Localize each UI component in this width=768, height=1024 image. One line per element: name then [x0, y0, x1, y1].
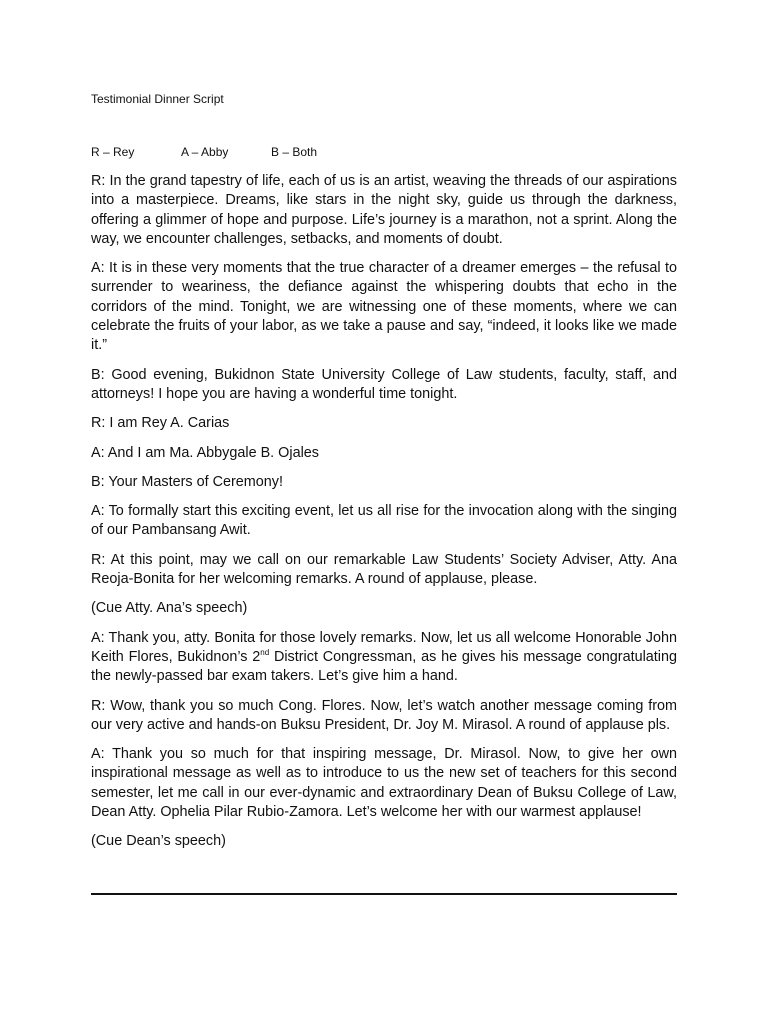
paragraph-10	[91, 629, 677, 687]
paragraph-10-after: District Congressman, as he gives his message congratulating the newly-passed bar exam takers. Let’s give him a hand.	[91, 648, 677, 685]
paragraph-3: B: Good evening, Bukidnon State University College of Law students, faculty, staff, and attorneys! I hope you are having a wonderful time tonight.	[91, 366, 677, 402]
paragraph-8: R: At this point, may we call on our remarkable Law Students’ Society Adviser, Atty. Ana Reoja-Bonita for her welcoming remarks. A round of applause, please.	[91, 551, 677, 588]
legend-both: B – Both	[271, 145, 318, 159]
paragraph-4: R: I am Rey A. Carias	[91, 415, 230, 432]
paragraph-9: (Cue Atty. Ana’s speech)	[91, 600, 248, 617]
ordinal-suffix: nd	[260, 647, 270, 657]
speaker-legend	[91, 145, 317, 159]
legend-abby: A – Abby	[181, 145, 229, 159]
paragraph-11: R: Wow, thank you so much Cong. Flores. Now, let’s watch another message coming from our very active and hands-on Buksu President, Dr. Joy M. Mirasol. A round of applause pls.	[91, 697, 677, 733]
paragraph-5: A: And I am Ma. Abbygale B. Ojales	[91, 444, 319, 461]
document-title: Testimonial Dinner Script	[91, 92, 224, 106]
paragraph-12: A: Thank you so much for that inspiring message, Dr. Mirasol. Now, to give her own inspirational message as well as to introduce to us the new set of teachers for this second semester, let me call in our ever-dynamic and extraordinary Dean of Buksu College of Law, Dean Atty. Ophelia Pilar Rubio-Zamora. Let’s welcome her with our warmest applause!	[91, 746, 677, 821]
paragraph-1: R: In the grand tapestry of life, each of us is an artist, weaving the threads of our aspirations into a masterpiece. Dreams, like stars in the night sky, guide us through the darkness, offering a glimmer of hope and purpose. Life’s journey is a marathon, not a sprint. Along the way, we encounter challenges, setbacks, and moments of doubt.	[91, 173, 677, 247]
paragraph-10-before: A: Thank you, atty. Bonita for those lovely remarks. Now, let us all welcome Honorable John Keith Flores, Bukidnon’s 2	[91, 629, 677, 665]
legend-rey: R – Rey	[91, 145, 135, 159]
paragraph-7: A: To formally start this exciting event, let us all rise for the invocation along with the singing of our Pambansang Awit.	[91, 503, 677, 539]
horizontal-rule	[91, 893, 677, 895]
script-body	[91, 172, 677, 862]
paragraph-6: B: Your Masters of Ceremony!	[91, 473, 283, 490]
paragraph-13: (Cue Dean’s speech)	[91, 833, 226, 850]
paragraph-2: A: It is in these very moments that the true character of a dreamer emerges – the refusal to surrender to weariness, the defiance against the whispering doubts that echo in the corridors of the mind. Tonight, we are witnessing one of these moments, where we can celebrate the fruits of your labor, as we take a pause and say, “indeed, it looks like we made it.”	[91, 260, 677, 354]
